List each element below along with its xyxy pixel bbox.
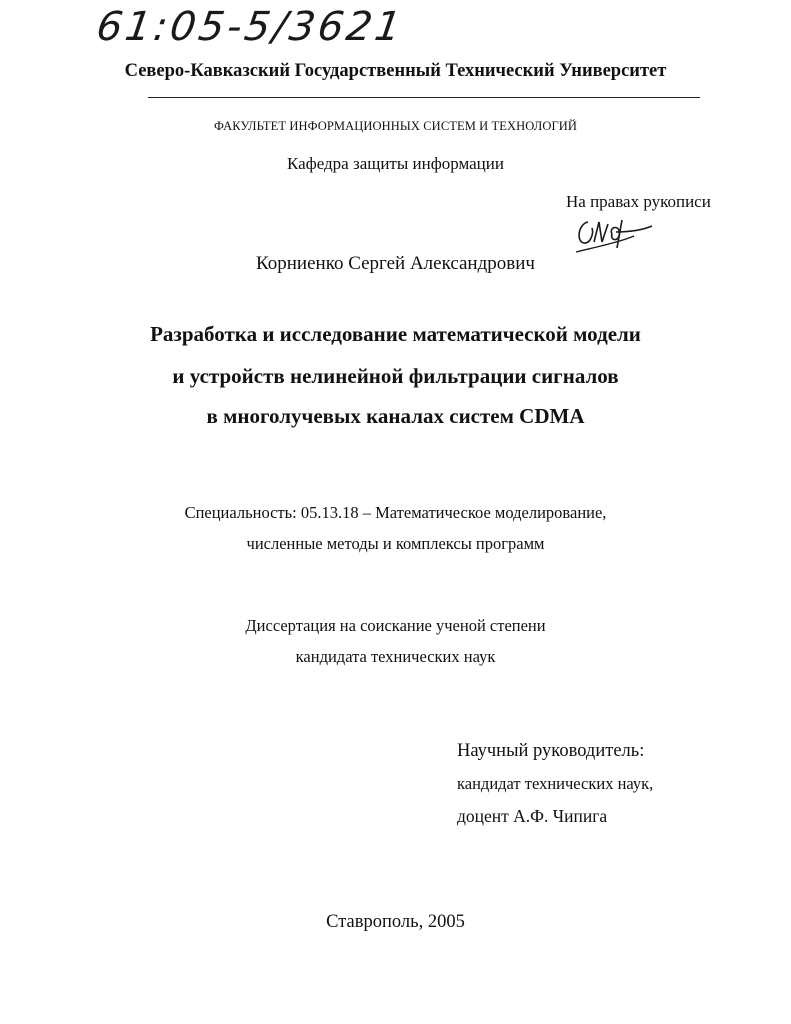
supervisor-name: доцент А.Ф. Чипига: [457, 806, 608, 826]
specialty-line-2: численные методы и комплексы программ: [246, 534, 545, 553]
thesis-title-line-3: в многолучевых каналах систем CDMA: [206, 404, 585, 428]
city-year: Ставрополь, 2005: [326, 912, 465, 932]
author-signature: [572, 212, 658, 256]
handwritten-catalog-code: 61:05-5/3621: [93, 4, 407, 50]
thesis-title-line-1: Разработка и исследование математической модели: [150, 322, 641, 346]
dissertation-line-1: Диссертация на соискание ученой степени: [245, 616, 546, 635]
university-name: Северо-Кавказский Государственный Технический Университет: [124, 61, 667, 81]
manuscript-rights-note: На правах рукописи: [566, 192, 711, 211]
faculty-name: ФАКУЛЬТЕТ ИНФОРМАЦИОННЫХ СИСТЕМ И ТЕХНОЛОГИЙ: [213, 119, 578, 133]
thesis-title-line-2: и устройств нелинейной фильтрации сигналов: [172, 364, 619, 388]
supervisor-label: Научный руководитель:: [457, 741, 645, 761]
specialty-line-1: Специальность: 05.13.18 – Математическое моделирование,: [184, 503, 607, 522]
author-name: Корниенко Сергей Александрович: [256, 253, 535, 274]
dissertation-line-2: кандидата технических наук: [295, 647, 496, 666]
header-divider: [148, 97, 700, 98]
department-name: Кафедра защиты информации: [287, 154, 504, 173]
supervisor-degree: кандидат технических наук,: [457, 774, 654, 793]
